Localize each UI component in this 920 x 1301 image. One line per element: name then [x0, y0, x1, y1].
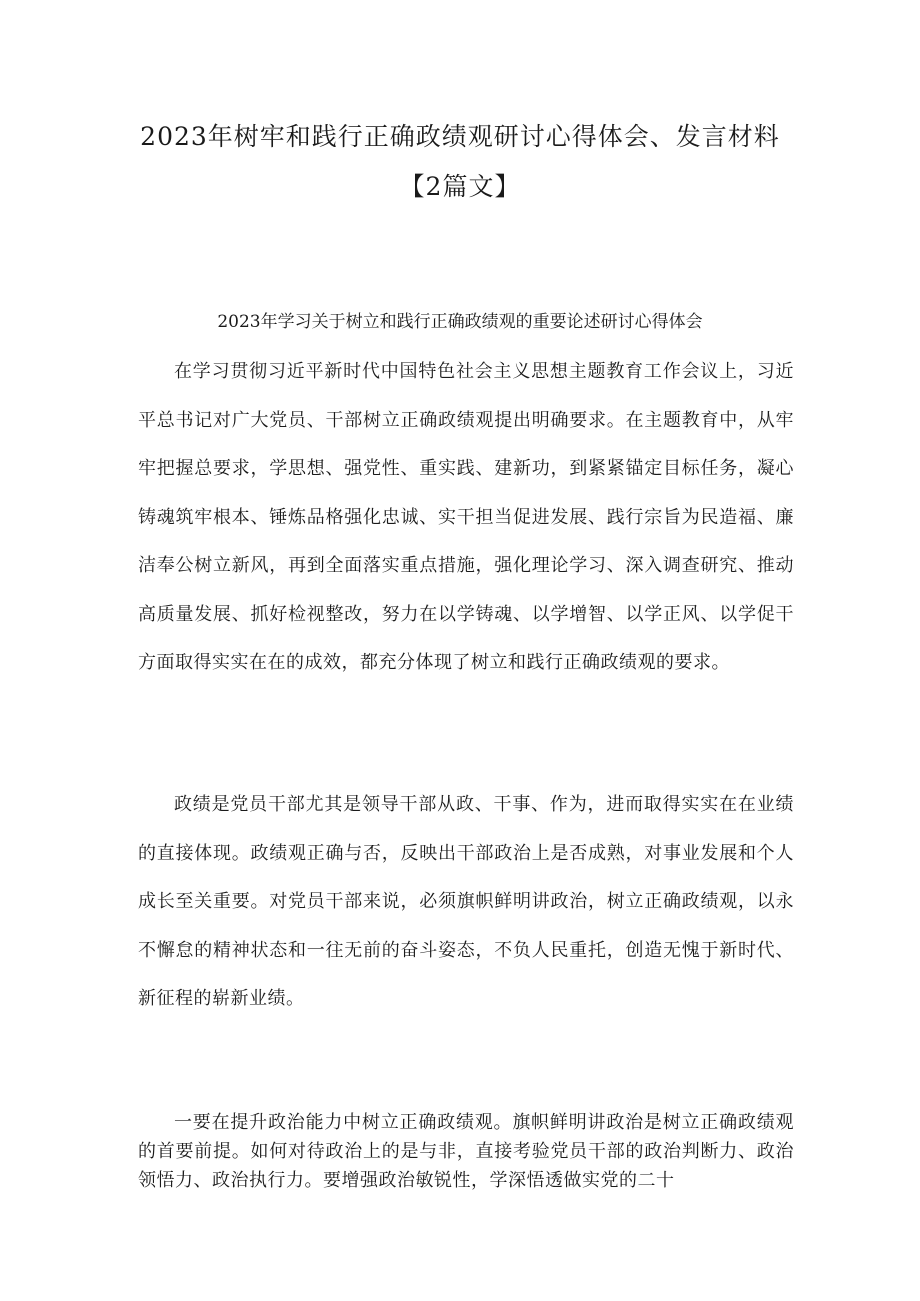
paragraph-1: 在学习贯彻习近平新时代中国特色社会主义思想主题教育工作会议上，习近平总书记对广大党员、干部树立正确政绩观提出明确要求。在主题教育中，从牢牢把握总要求，学思想、强党性、重实践、建新功，到紧紧锚定目标任务，凝心铸魂筑牢根本、锤炼品格强化忠诚、实干担当促进发展、践行宗旨为民造福、廉洁奉公树立新风，再到全面落实重点措施，强化理论学习、深入调查研究、推动高质量发展、抓好检视整改，努力在以学铸魂、以学增智、以学正风、以学促干方面取得实实在在的成效，都充分体现了树立和践行正确政绩观的要求。 — [138, 361, 794, 673]
document-title: 2023年树牢和践行正确政绩观研讨心得体会、发言材料【2篇文】 — [140, 122, 780, 201]
section-subtitle: 2023年学习关于树立和践行正确政绩观的重要论述研讨心得体会 — [217, 312, 703, 332]
paragraph-2: 政绩是党员干部尤其是领导干部从政、干事、作为，进而取得实实在在业绩的直接体现。政绩观正确与否，反映出干部政治上是否成熟，对事业发展和个人成长至关重要。对党员干部来说，必须旗帜鲜明讲政治，树立正确政绩观，以永不懈怠的精神状态和一往无前的奋斗姿态，不负人民重托，创造无愧于新时代、新征程的崭新业绩。 — [138, 794, 794, 1009]
paragraph-3: 一要在提升政治能力中树立正确政绩观。旗帜鲜明讲政治是树立正确政绩观的首要前提。如何对待政治上的是与非，直接考验党员干部的政治判断力、政治领悟力、政治执行力。要增强政治敏锐性，学深悟透做实党的二十 — [138, 1112, 794, 1191]
